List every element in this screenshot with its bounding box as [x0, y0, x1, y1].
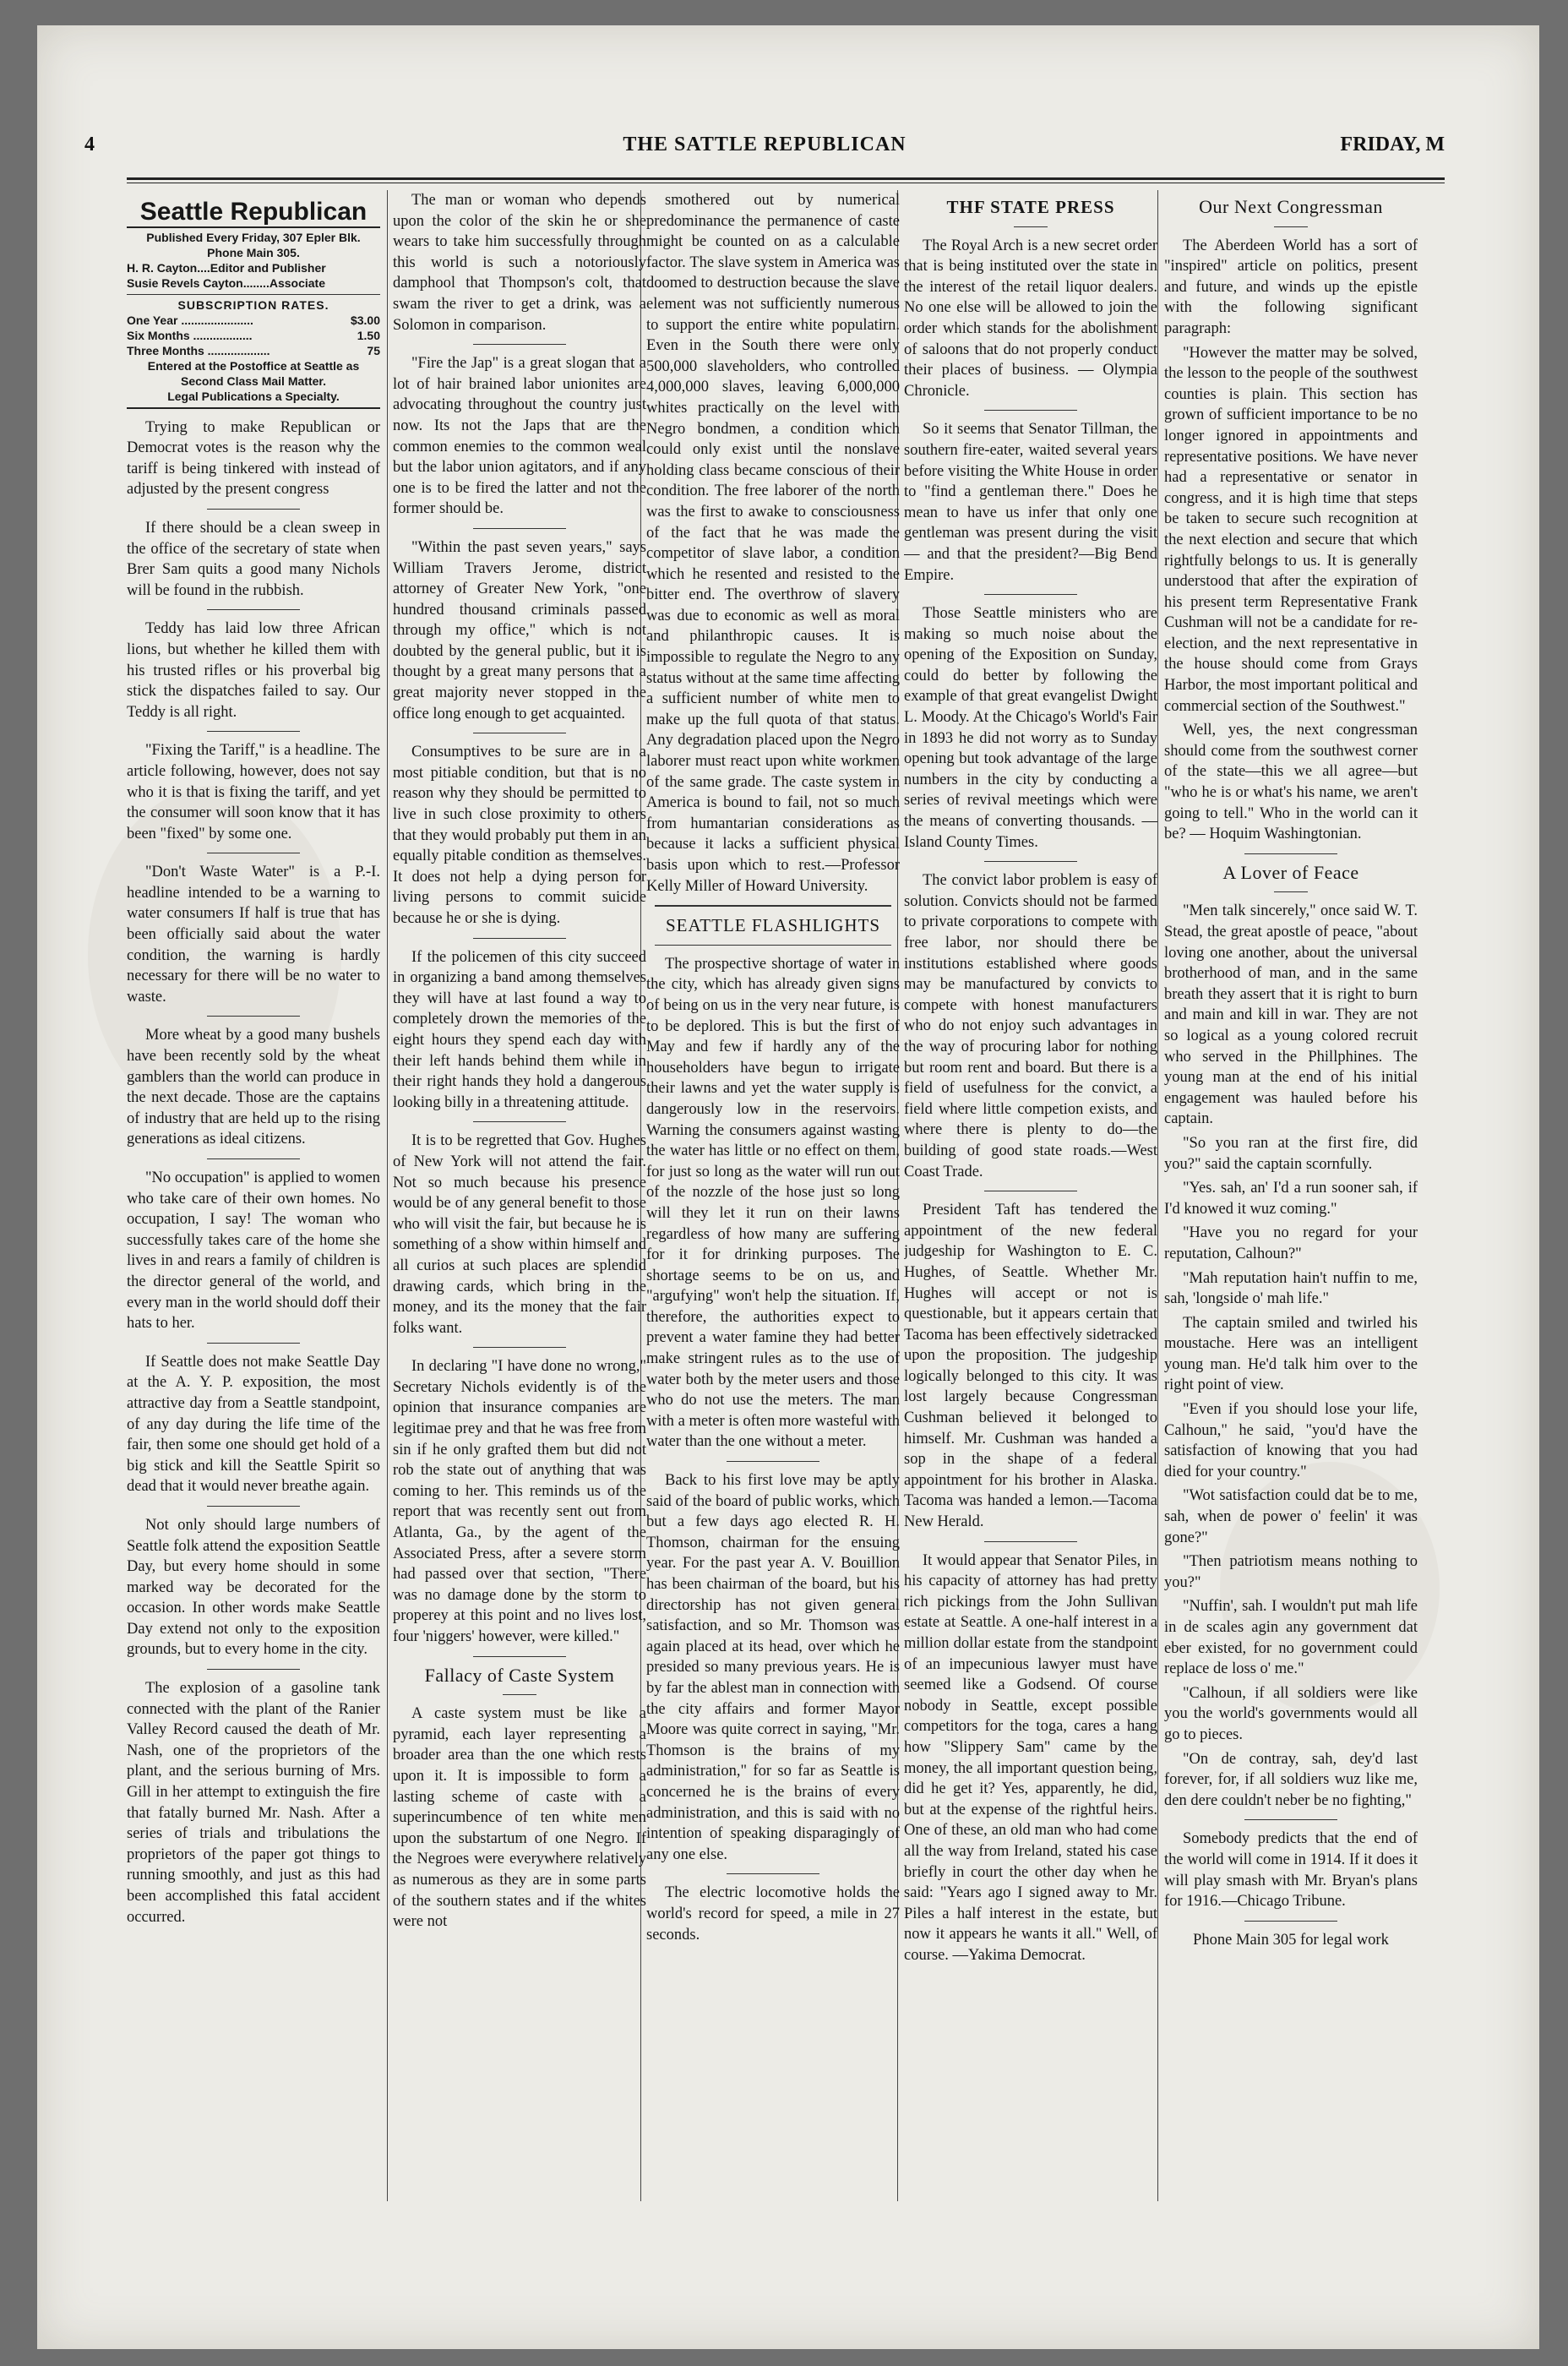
- paragraph: Trying to make Republican or Democrat votes is the reason why the tariff is being tinkered with instead of adjusted by the present congress: [127, 418, 380, 499]
- paragraph: Phone Main 305 for legal work: [1193, 1931, 1389, 1949]
- separator: [1274, 891, 1308, 892]
- paragraph: Somebody predicts that the end of the world will come in 1914. If it does it will play smash with Mr. Bryan's plans for 1916.—Chicago Tribune.: [1164, 1830, 1418, 1911]
- paragraph: "Even if you should lose your life, Calhoun," he said, "you'd have the satisfaction of knowing that you had died for your country.": [1164, 1401, 1418, 1480]
- paragraph: If Seattle does not make Seattle Day at the A. Y. P. exposition, the most attractive day from a Seattle standpoint, of any day during the life time of the fair, then some one should get hold of a big stick and kill the Seattle Spirit so dead that it would never breathe again.: [127, 1353, 380, 1496]
- separator: [727, 1461, 819, 1462]
- paragraph: The electric locomotive holds the world's record for speed, a mile in 27 seconds.: [646, 1884, 900, 1944]
- column-rule: [387, 190, 388, 2201]
- paragraph: So it seems that Senator Tillman, the southern fire-eater, waited several years before visiting the White House in order to "find a gentleman there." Does he mean to have us infer that only one gentleman was present during the visit — and that the president?—Big Bend Empire.: [904, 421, 1157, 584]
- paragraph: Those Seattle ministers who are making so much noise about the opening of the Exposition on Sunday, could do better by following the example of that great evangelist Dwight L. Moody. At the Chicago's World's Fair in 1893 he did not worry as to Sunday opening but took advantage of the large numbers in the city by conducting a series of revival meetings which were the means of converting thousands. —Island County Times.: [904, 605, 1157, 851]
- page-number: 4: [84, 134, 95, 155]
- rate-row: [127, 328, 380, 343]
- section-heading: Fallacy of Caste System: [424, 1664, 615, 1686]
- separator: [473, 344, 566, 345]
- rate-price: 75: [367, 343, 380, 357]
- paragraph: "Don't Waste Water" is a P.-I. headline intended to be a warning to water consumers If half is true that has been officially said about the water condition, the warning is hardly necessary for there will be no water to waste.: [127, 864, 380, 1006]
- paragraph: It would appear that Senator Piles, in his capacity of attorney has had pretty rich pickings from the John Sullivan estate at Seattle. A one-half interest in a million dollar estate from the standpoint of an impecunious lawyer must have seemed like a Godsend. Of course nobody in Seattle, except possible competitors for the toga, cares a hang how "Slippery Sam" came by the money, the all important question being, did he get it? Yes, apparently, he did, but at the expense of the rightful heirs. One of these, an old man who had come all the way from Ireland, stated his case briefly in court the other day when he said: "Years ago I signed away to Mr. Piles a half interest in the estate, but now it appears he wants it all." Well, of course. —Yakima Democrat.: [904, 1551, 1157, 1964]
- paragraph: "Within the past seven years," says William Travers Jerome, district attorney of Greater New York, "one hundred thousand criminals passed through my office," which is not doubted by the general public, but it is thought by a great many persons that a great majority never stopped in the office long enough to get acquainted.: [393, 538, 646, 722]
- subscription-title: SUBSCRIPTION RATES.: [127, 294, 380, 313]
- paragraph: If there should be a clean sweep in the office of the secretary of state when Brer Sam quits a good many Nichols will be found in the rubbish.: [127, 519, 380, 599]
- paragraph: "Nuffin', sah. I wouldn't put mah life in de scales agin any government dat eber existed, for no government could replace de loss o' me.": [1164, 1598, 1418, 1678]
- separator: [655, 905, 891, 907]
- paragraph: "Then patriotism means nothing to you?": [1164, 1553, 1418, 1591]
- separator: [984, 1541, 1077, 1542]
- paragraph: The explosion of a gasoline tank connected with the plant of the Ranier Valley Record caused the death of Mr. Nash, one of the proprietors of the plant, and the serious burning of Mrs. Gill in her attempt to extinguish the fire that fatally burned Mr. Nash. After a series of trials and tribulations the proprietors of the paper got things to running smoothly, and just as this had been accomplished this fatal accident occurred.: [127, 1680, 380, 1926]
- separator: [207, 1669, 300, 1670]
- paragraph: The Royal Arch is a new secret order that is being instituted over the state in the interest of the retail liquor dealers. No one else will be allowed to join the order which stands for the abolishment of saloons that do not properly conduct their places of business. — Olympia Chronicle.: [904, 237, 1157, 400]
- separator: [655, 945, 891, 946]
- paragraph: Consumptives to be sure are in a most pitiable condition, but that is no reason why they should be permitted to live in such close proximity to others that they would probably put them in an equally pitable condition as themselves. It does not help a dying person for living persons to commit suicide because he or she is dying.: [393, 744, 646, 927]
- paragraph: Back to his first love may be aptly said of the board of public works, which but a few days ago elected R. H. Thomson, chairman for the ensuing year. For the past year A. V. Bouillion has been chairman of the board, but his directorship has not given general satisfaction, and so Mr. Thomson was again placed at its head, over which he presided so many previous years. He is by far the ablest man in connection with the city affairs and former Mayor Moore was quite correct in saying, "Mr. Thomson is the brains of my administration," for so far as Seattle is concerned he is the brains of every administration, and this is said with no intention of speaking disparagingly of any one else.: [646, 1472, 900, 1863]
- paragraph: Not only should large numbers of Seattle folk attend the exposition Seattle Day, but every home should in some marked way be decorated for the occasion. In other words make Seattle Day extend not only to the exposition grounds, but to every home in the city.: [127, 1516, 380, 1659]
- separator: [984, 594, 1077, 595]
- separator: [503, 1694, 536, 1695]
- phone-line: Phone Main 305.: [207, 245, 300, 259]
- separator: [1244, 853, 1337, 854]
- separator: [473, 1347, 566, 1348]
- section-heading: Our Next Congressman: [1199, 196, 1383, 217]
- rate-label: Three Months ...................: [127, 343, 270, 357]
- section-heading: A Lover of Feace: [1222, 861, 1359, 883]
- separator: [207, 1158, 300, 1159]
- header-rule: [127, 177, 1445, 183]
- paragraph: In declaring "I have done no wrong," Secretary Nichols evidently is of the opinion that insurance companies are legitimae prey and that he was free from sin if he only grafted them but did not rob the state out of anything that was coming to her. This reminds us of the report that was recently sent out from Atlanta, Ga., by the agent of the Associated Press, after a severe storm had passed over that section, "There was no damage done by the storm to properey at this point and no lives lost, four 'niggers' however, were killed.": [393, 1358, 646, 1645]
- paragraph: The Aberdeen World has a sort of "inspired" article on politics, present and future, and winds up the epistle with the following significant paragraph:: [1164, 237, 1418, 337]
- paragraph: Well, yes, the next congressman should come from the southwest corner of the state—this we all agree—but "who he is or what's his name, we aren't going to tell." Who in the world can it be? — Hoquim Washingtonian.: [1164, 722, 1418, 843]
- section-heading: SEATTLE FLASHLIGHTS: [665, 915, 881, 936]
- paragraph: President Taft has tendered the appointment of the new federal judgeship for Washington to E. C. Hughes, of Seattle. Whether Mr. Hughes will accept or not is questionable, but it appears certain that Tacoma has been effectively sidetracked upon the proposition. The judgeship logically belonged to this city. It was lost largely because Congressman Cushman believed it belonged to himself. Mr. Cushman was handed a sop in the shape of a federal appointment for his brother in Alaska. Tacoma was handed a lemon.—Tacoma New Herald.: [904, 1202, 1157, 1531]
- paragraph: The convict labor problem is easy of solution. Convicts should not be farmed to private corporations to compete with free labor, nor should there be institutions established where goods may be manufactured by convicts to compete with honest manufacturers who do not enjoy such advantages in the way of procuring labor for nothing but room rent and board. But there is a field of usefulness for the convict, a field where little competion exists, and where there is plenty to do—the building of good state roads.—West Coast Trade.: [904, 872, 1157, 1180]
- separator: [1274, 226, 1308, 227]
- paragraph: smothered out by numerical predominance the permanence of caste might be counted on as a calculable factor. The slave system in America was doomed to destruction because the slave element was not sufficiently numerous to support the entire white populatirn. Even in the South there were only 500,000 slaveholders, who controlled 4,000,000 slaves, leaving 6,000,000 whites practically on the level with Negro bondmen, a condition which could only exist until the nonslave holding class became conscious of their condition. The free laborer of the north was the first to awake to consciousness of the fact that he was made the competitor of slave labor, a condition which he resented and resisted to the bitter end. The overthrow of slavery was due to economic as well as moral and philanthropic causes. It is impossible to regulate the Negro to any status without at the same time affecting a sufficient number of white men to make up the full quota of that status. Any degradation placed upon the Negro laborer must react upon white workmen of the same grade. The caste system in America is bound to fail, not so much from humantarian considerations as because it lacks a sufficient physical basis upon which to rest.—Professor Kelly Miller of Howard University.: [646, 192, 900, 895]
- paragraph: Teddy has laid low three African lions, but whether he killed them with his trusted rifles or his proverbal big stick the dispatches failed to say. Our Teddy is all right.: [127, 620, 380, 721]
- separator: [1244, 1819, 1337, 1820]
- section-heading: THF STATE PRESS: [946, 197, 1115, 217]
- separator: [207, 609, 300, 610]
- paragraph: The man or woman who depends upon the color of the skin he or she wears to take him successfully through this world is such a notoriously damphool that Thompson's colt, that swam the river to get a drink, was a Solomon in comparison.: [393, 192, 646, 334]
- separator: [207, 1506, 300, 1507]
- separator: [207, 731, 300, 732]
- paragraph: "Fixing the Tariff," is a headline. The article following, however, does not say who it is that is fixing the tariff, and yet the consumer will soon know that it has been "fixed" by some one.: [127, 742, 380, 842]
- column-rule: [1157, 190, 1158, 2201]
- editor-line: H. R. Cayton....Editor and Publisher: [127, 260, 326, 275]
- separator: [207, 1343, 300, 1344]
- paragraph: "On de contray, sah, dey'd last forever, for, if all soldiers wuz like me, den dere couldn't neber be no fighting,": [1164, 1750, 1418, 1809]
- paragraph: The prospective shortage of water in the city, which has already given signs of being on us in the very near future, is to be deplored. This is but the first of May and few if hardly any of the householders have begun to irrigate their lawns and yet the water supply is dangerously low in the reservoirs. Warning the consumers against wasting the water has little or no effect on them, for just so long as the water will run out of the nozzle of the hose just so long will they let it run on their lawns regardless of how many are suffering for it for drinking purposes. The shortage seems to be on us, and "argufying" won't help the situation. If, therefore, the authorities expect to prevent a water famine they had better make stringent rules as to the use of water both by the meter users and those who do not use the meters. The man with a meter is often more wasteful with water than the one without a meter.: [646, 955, 900, 1451]
- separator: [207, 509, 300, 510]
- paragraph: "However the matter may be solved, the lesson to the people of the southwest counties is plain. This section has grown of sufficient importance to be no longer ignored in appointments and representative positions. We have never had a representative or senator in congress, and it is high time that steps be taken to secure such recognition at the next election and secure that which rightfully belongs to us. It is generally understood that after the expiration of his present term Representative Frank Cushman will not be a candidate for re-election, and the next representative in the house should come from Grays Harbor, the most important political and commercial section of the Southwest.": [1164, 344, 1418, 715]
- column-2: [393, 190, 646, 2201]
- separator: [727, 1873, 819, 1874]
- paragraph: "Fire the Jap" is a great slogan that a lot of hair brained labor unionites are advocating throughout the country just now. Its not the Japs that are the common enemies to the common weal but the labor union agitators, and if any one is to be fired the latter and not the former should be.: [393, 355, 646, 518]
- rate-label: Six Months ..................: [127, 328, 253, 342]
- column-4: [904, 190, 1157, 2201]
- separator: [473, 528, 566, 529]
- separator: [473, 938, 566, 939]
- paragraph: "Have you no regard for your reputation, Calhoun?": [1164, 1224, 1418, 1262]
- paragraph: "Wot satisfaction could dat be to me, sah, when de power o' feelin' it was gone?": [1164, 1487, 1418, 1546]
- paragraph: "Yes. sah, an' I'd a run sooner sah, if I'd knowed it wuz coming.": [1164, 1180, 1418, 1218]
- associate-line: Susie Revels Cayton........Associate: [127, 275, 325, 290]
- legal-line: Legal Publications a Specialty.: [167, 389, 340, 403]
- separator: [1244, 1921, 1337, 1922]
- separator: [473, 1121, 566, 1122]
- column-5: [1164, 190, 1418, 2201]
- separator: [473, 1656, 566, 1657]
- column-1: [127, 190, 380, 2201]
- paragraph: It is to be regretted that Gov. Hughes of New York will not attend the fair. Not so much because his presence would be of any general benefit to those who will visit the fair, but because he is something of a show within himself and all curios at such places are splendid drawing cards, which bring in the money, and its the money that the fair folks want.: [393, 1132, 646, 1337]
- entered-line: Entered at the Postoffice at Seattle as Second Class Mail Matter.: [147, 358, 360, 388]
- paragraph: "No occupation" is applied to women who take care of their own homes. No occupation, I say! The woman who successfully takes care of the home she lives in and rears a family of children is the director general of the world, and every man in the world should doff their hats to her.: [127, 1169, 380, 1333]
- rate-label: One Year ......................: [127, 313, 253, 327]
- paragraph: "Mah reputation hain't nuffin to me, sah, 'longside o' mah life.": [1164, 1269, 1418, 1308]
- rate-price: $3.00: [350, 313, 380, 327]
- paragraph: A caste system must be like a pyramid, each layer representing a broader area than the one which rests upon it. It is impossible to form a lasting scheme of caste with a superincumbence of ten white men upon the substartum of one Negro. If the Negroes were everywhere relatively as numerous as they are in some parts of the southern states and if the whites were not: [393, 1705, 646, 1931]
- page-header: [84, 127, 1445, 161]
- paragraph: The captain smiled and twirled his moustache. Here was an intelligent young man. He'd talk him over to the right point of view.: [1164, 1314, 1418, 1394]
- issue-date: FRIDAY, M: [1340, 134, 1445, 155]
- paragraph: More wheat by a good many bushels have been recently sold by the wheat gamblers than the world can produce in the next decade. Those are the captains of industry that are held up to the rising generations as ideal citizens.: [127, 1027, 380, 1148]
- separator: [984, 861, 1077, 862]
- publication-info: [127, 226, 380, 409]
- rate-row: [127, 343, 380, 358]
- nameplate: Seattle Republican: [139, 198, 368, 226]
- separator: [207, 1016, 300, 1017]
- rate-price: 1.50: [357, 328, 380, 342]
- separator: [1014, 226, 1048, 227]
- separator: [984, 410, 1077, 411]
- column-3: [646, 190, 900, 2201]
- paragraph: "Men talk sincerely," once said W. T. Stead, the great apostle of peace, "about loving one another, about the universal brotherhood of man, and in the same breath they assert that it is right to burn and main and kill in war. They are not so logical as a young colored recruit who served in the Phillphines. The young man at the end of his initial engagement was hauled before his captain.: [1164, 902, 1418, 1128]
- paragraph: "So you ran at the first fire, did you?" said the captain scornfully.: [1164, 1134, 1418, 1173]
- rate-row: [127, 313, 380, 328]
- paragraph: "Calhoun, if all soldiers were like you the world's governments would all go to pieces.: [1164, 1684, 1418, 1743]
- paper-title: THE SATTLE REPUBLICAN: [623, 134, 906, 155]
- published-line: Published Every Friday, 307 Epler Blk.: [146, 230, 361, 244]
- paragraph: If the policemen of this city succeed in organizing a band among themselves they will have at last found a way to completely drown the memories of the eight hours they spend each day with their left hands behind them while in their right hands they hold a dangerous looking billy in a threatening attitude.: [393, 948, 646, 1111]
